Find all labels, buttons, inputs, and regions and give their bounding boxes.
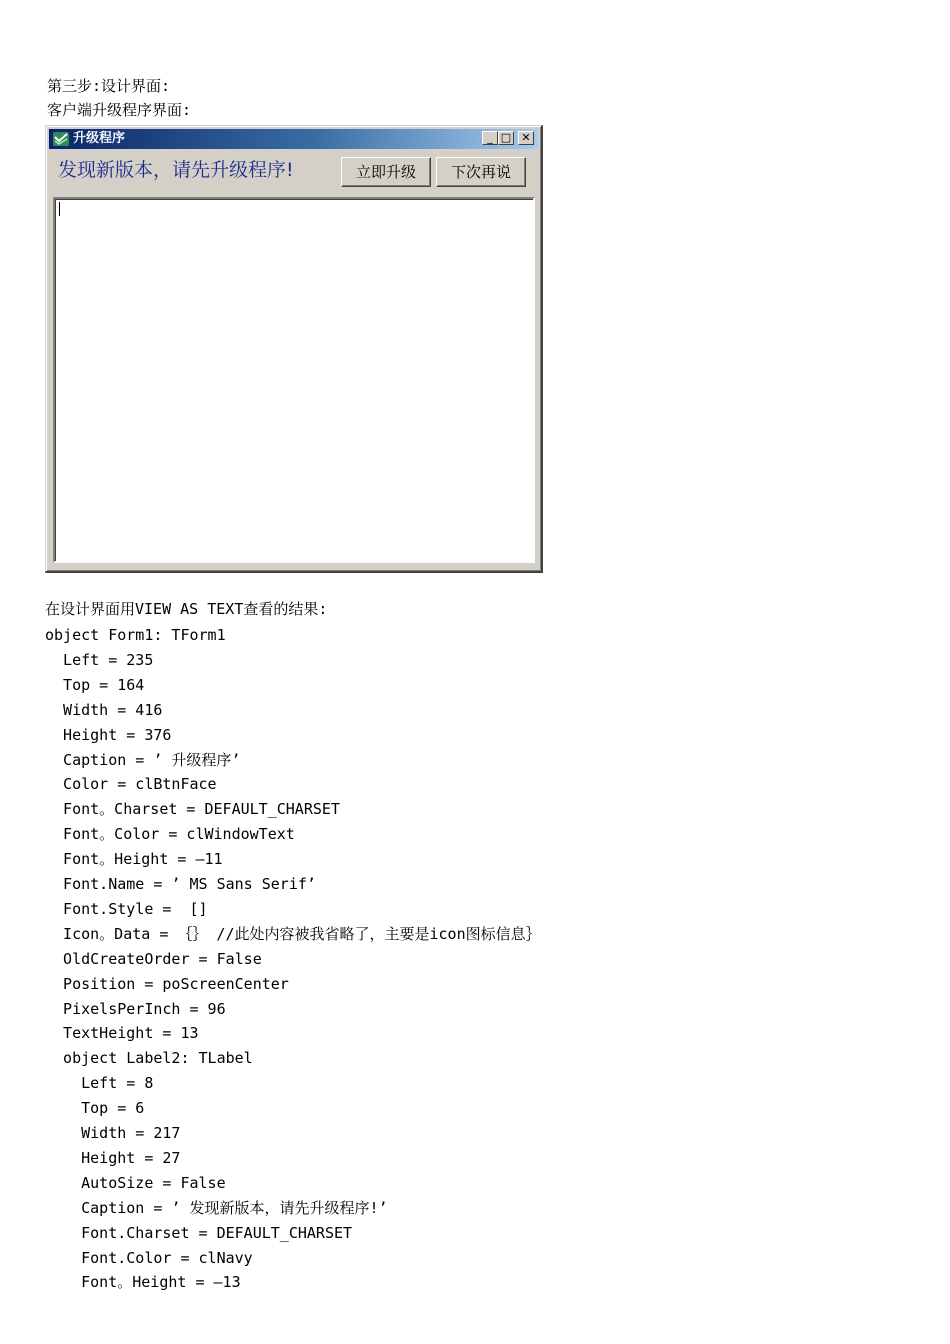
code-line: Top = 6 bbox=[45, 1099, 145, 1117]
upgrade-window bbox=[45, 125, 543, 573]
code-heading: 在设计界面用VIEW AS TEXT查看的结果: bbox=[45, 600, 328, 618]
new-version-label: 发现新版本，请先升级程序! bbox=[58, 159, 294, 181]
later-button[interactable]: 下次再说 bbox=[436, 157, 526, 187]
app-icon bbox=[53, 132, 69, 146]
code-line: Left = 8 bbox=[45, 1074, 154, 1092]
code-line: object Label2: TLabel bbox=[45, 1049, 253, 1067]
code-line: Width = 217 bbox=[45, 1124, 181, 1142]
code-line: Font.Style = [] bbox=[45, 900, 208, 918]
code-line: Width = 416 bbox=[45, 701, 163, 719]
code-line: Font.Charset = DEFAULT_CHARSET bbox=[45, 1224, 353, 1242]
code-line: Font。Charset = DEFAULT_CHARSET bbox=[45, 800, 340, 818]
step-heading: 第三步:设计界面: bbox=[47, 77, 171, 95]
code-line: AutoSize = False bbox=[45, 1174, 226, 1192]
window-title: 升级程序 bbox=[73, 131, 126, 146]
close-button[interactable]: ✕ bbox=[518, 131, 534, 145]
code-line: Height = 27 bbox=[45, 1149, 181, 1167]
client-ui-heading: 客户端升级程序界面: bbox=[47, 101, 192, 119]
code-line: Color = clBtnFace bbox=[45, 775, 217, 793]
code-line: TextHeight = 13 bbox=[45, 1024, 199, 1042]
code-line: PixelsPerInch = 96 bbox=[45, 1000, 226, 1018]
code-line: Position = poScreenCenter bbox=[45, 975, 289, 993]
code-line: object Form1: TForm1 bbox=[45, 626, 226, 644]
minimize-button[interactable]: _ bbox=[482, 131, 498, 145]
log-memo[interactable] bbox=[53, 197, 535, 563]
upgrade-now-button[interactable]: 立即升级 bbox=[341, 157, 431, 187]
code-line: Caption = ’ 发现新版本，请先升级程序!’ bbox=[45, 1199, 388, 1217]
code-line: Icon。Data = ｛｝ //此处内容被我省略了，主要是icon图标信息｝ bbox=[45, 925, 541, 943]
code-line: Top = 164 bbox=[45, 676, 145, 694]
code-line: Font。Color = clWindowText bbox=[45, 825, 295, 843]
title-bar[interactable] bbox=[49, 129, 538, 149]
code-line: Font。Height = —13 bbox=[45, 1273, 241, 1291]
code-line: Height = 376 bbox=[45, 726, 172, 744]
code-line: Caption = ’ 升级程序’ bbox=[45, 751, 241, 769]
maximize-button[interactable]: □ bbox=[498, 131, 514, 145]
text-caret bbox=[59, 202, 60, 216]
code-line: Font.Color = clNavy bbox=[45, 1249, 253, 1267]
code-line: Font.Name = ’ MS Sans Serif’ bbox=[45, 875, 316, 893]
code-line: OldCreateOrder = False bbox=[45, 950, 262, 968]
code-line: Font。Height = —11 bbox=[45, 850, 223, 868]
code-line: Left = 235 bbox=[45, 651, 154, 669]
